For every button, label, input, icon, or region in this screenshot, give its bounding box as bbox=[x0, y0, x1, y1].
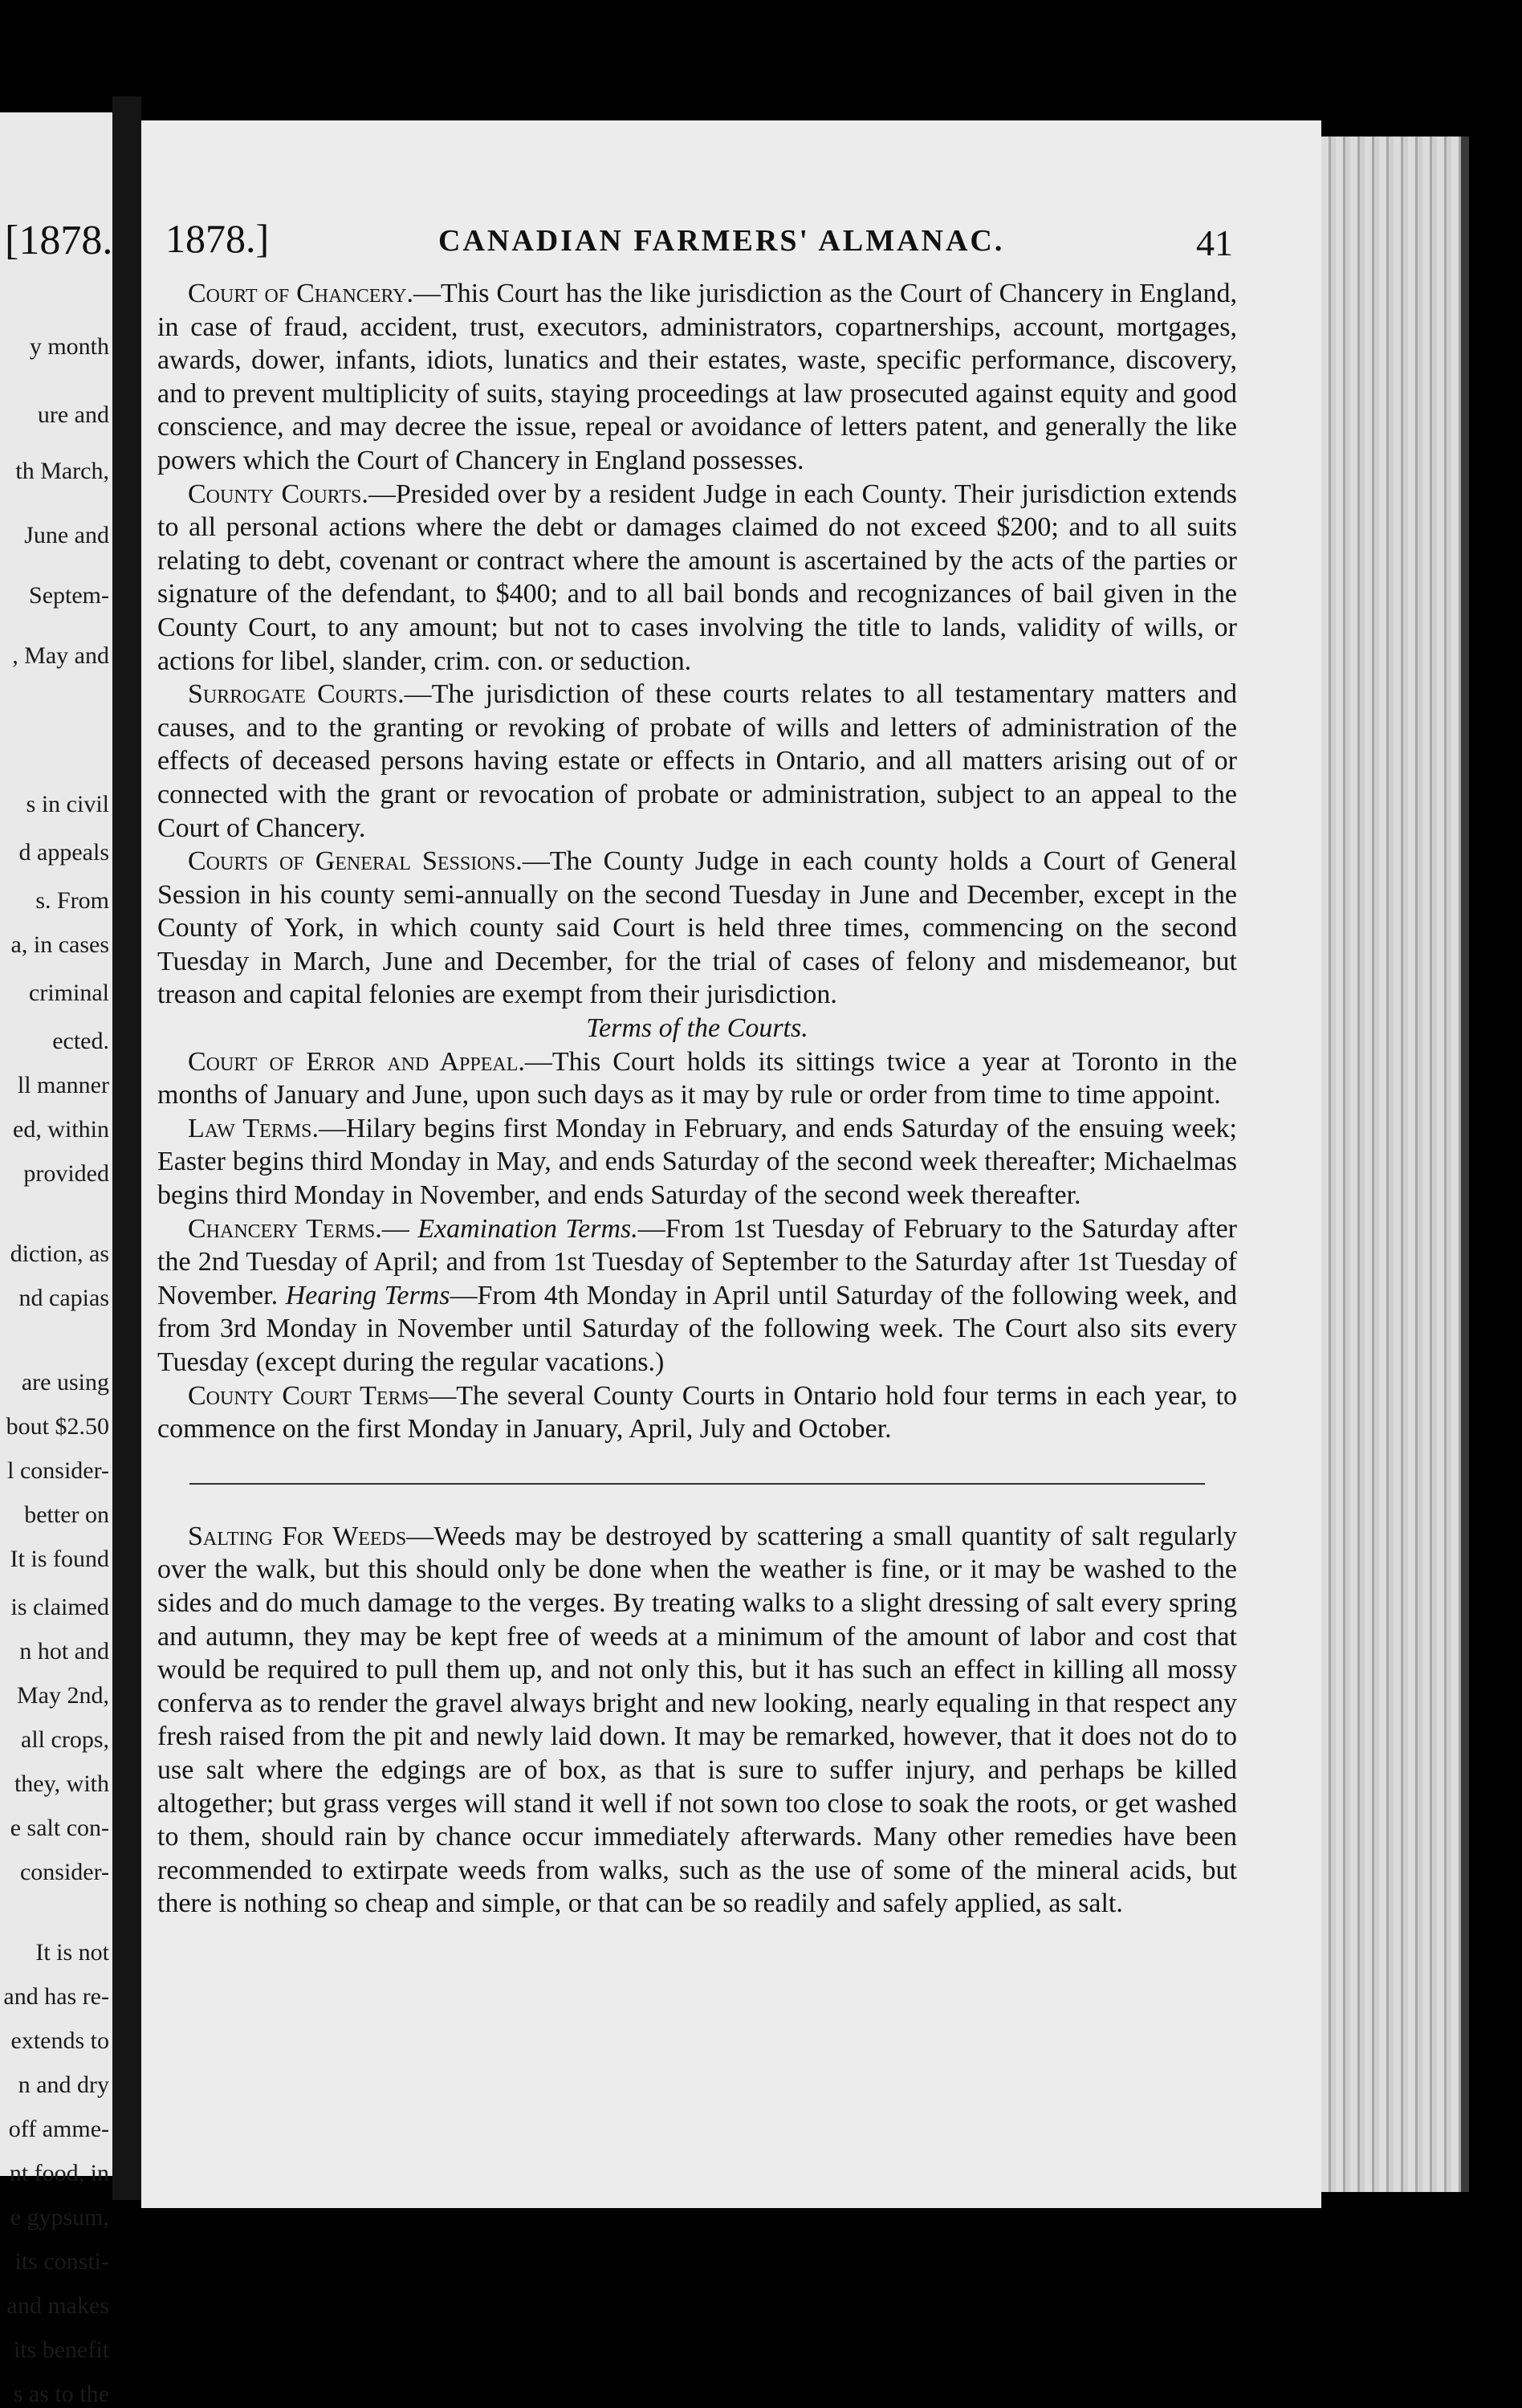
previous-page-line: It is not bbox=[35, 1939, 109, 1966]
paragraph-court-of-chancery bbox=[157, 277, 1237, 478]
running-head bbox=[141, 215, 1321, 279]
heading-county-courts: County Courts. bbox=[188, 479, 368, 509]
text-chancery-terms-b: —From 4th Monday in April until Saturday of the following week, and from 3rd Monday in November until Saturday of the following week. The Court also sits every Tuesday (except during the regular vacations.) bbox=[157, 1280, 1237, 1377]
heading-salting-for-weeds: Salting For Weeds bbox=[188, 1521, 407, 1551]
heading-court-of-chancery: Court of Chancery. bbox=[188, 279, 413, 308]
paragraph-surrogate-courts bbox=[157, 678, 1237, 845]
previous-page-line: a, in cases bbox=[10, 931, 109, 958]
previous-page-line: e salt con- bbox=[10, 1815, 109, 1841]
text-law-terms: —Hilary begins first Monday in February, and ends Saturday of the ensuing week; Easter begins third Monday in May, and ends Saturday of the second week thereafter; Michaelmas begins third Monday in November, and ends Saturday of the second week thereafter. bbox=[157, 1113, 1238, 1211]
heading-county-court-terms: County Court Terms bbox=[188, 1380, 429, 1411]
previous-page-line: s in civil bbox=[26, 791, 109, 817]
previous-page-line: and makes bbox=[6, 2292, 109, 2319]
text-general-sessions: —The County Judge in each county holds a Court of General Session in his county semi-annually on the second Tuesday in June and December, except in the County of York, in which county said Court is held three times, commencing on the second Tuesday in March, June and December, for the trial of cases of felony and misdemeanor, but treason and capital felonies are exempt from their jurisdiction. bbox=[157, 846, 1237, 1010]
text-county-court-terms: —The several County Courts in Ontario hold four terms in each year, to commence on the first Monday in January, April, July and October. bbox=[157, 1380, 1237, 1444]
text-county-courts: —Presided over by a resident Judge in each County. Their jurisdiction extends to all personal actions where the debt or damages claimed do not exceed $200; and to all suits relating to debt, covenant or contract where the amount is ascertained by the acts of the parties or signature of the defendant, to $400; and to all bail bonds and recognizances of bail given in the County Court, to any amount; but not to cases involving the title to lands, validity of wills, or actions for libel, slander, crim. con. or seduction. bbox=[157, 479, 1237, 676]
paragraph-general-sessions bbox=[157, 845, 1237, 1012]
previous-page-line: s as to the bbox=[13, 2381, 109, 2407]
previous-page-line: June and bbox=[24, 522, 109, 548]
page-number: 41 bbox=[1196, 222, 1233, 263]
terms-of-courts-heading: Terms of the Courts. bbox=[586, 1013, 808, 1044]
previous-page-line: off amme- bbox=[8, 2116, 109, 2142]
section-divider bbox=[189, 1483, 1205, 1485]
paragraph-salting-for-weeds bbox=[157, 1520, 1237, 1921]
previous-page-line: n and dry bbox=[18, 2072, 109, 2098]
text-error-and-appeal: —This Court holds its sittings twice a year at Toronto in the months of January and June, upon such days as it may by rule or order from time to time appoint. bbox=[157, 1046, 1237, 1110]
heading-general-sessions: Courts of General Sessions. bbox=[188, 846, 523, 877]
text-chancery-terms-a: —From 1st Tuesday of February to the Saturday after the 2nd Tuesday of April; and from 1st Tuesday of September to the Saturday after 1st Tuesday of November. bbox=[157, 1213, 1237, 1310]
previous-page-line: criminal bbox=[29, 980, 109, 1006]
previous-page-line: nt food, in bbox=[9, 2160, 109, 2186]
heading-chancery-terms: Chancery Terms. bbox=[188, 1213, 382, 1244]
text-surrogate-courts: —The jurisdiction of these courts relates to all testamentary matters and causes, and to the granting or revoking of probate of wills and letters of administration of the effects of deceased persons having estate or effects in Ontario, and all matters arising out of or connected with the grant or revocation of probate or administration, subject to an appeal to the Court of Chancery. bbox=[157, 679, 1237, 843]
previous-page-line: extends to bbox=[10, 2027, 109, 2054]
previous-page-header: [1878. bbox=[5, 218, 113, 263]
page-title: CANADIAN FARMERS' ALMANAC. bbox=[438, 224, 1005, 258]
previous-page-line: is claimed bbox=[10, 1594, 109, 1620]
previous-page-line: consider- bbox=[19, 1859, 109, 1885]
previous-page-line: diction, as bbox=[10, 1241, 109, 1267]
heading-error-and-appeal: Court of Error and Appeal. bbox=[188, 1046, 525, 1077]
previous-page-line: l consider- bbox=[7, 1457, 109, 1484]
previous-page-line: s. From bbox=[35, 887, 109, 914]
paragraph-county-court-terms bbox=[157, 1379, 1237, 1446]
text-salting-for-weeds: —Weeds may be destroyed by scattering a small quantity of salt regularly over the walk, but this should only be done when the weather is fine, or it may be washed to the sides and do much damage to the verges. By treating walks to a slight dressing of salt every spring and autumn, they may be kept free of weeds at a minimum of the amount of labor and cost that would be required to pull them up, and not only this, but it has such an effect in killing all mossy conferva as to render the gravel always bright and new looking, nearly equaling in that respect any fresh raised from the pit and newly laid down. It may be remarked, however, that it does not do to use salt where the edgings are of box, as that is sure to suffer injury, and perhaps be killed altogether; but grass verges will stand it well if not sown too close to soak the roots, or get washed to them, should rain by chance occur immediately afterwards. Many other remedies have been recommended to extirpate weeds from walks, such as the use of some of the mineral acids, but there is nothing so cheap and simple, or that can be so readily and safely applied, as salt. bbox=[157, 1521, 1237, 1919]
previous-page-line: It is found bbox=[10, 1546, 109, 1572]
previous-page-line: ed, within bbox=[13, 1116, 109, 1143]
previous-page-line: th March, bbox=[15, 458, 109, 484]
previous-page-line: , May and bbox=[12, 642, 109, 669]
previous-page-line: bout $2.50 bbox=[6, 1413, 109, 1440]
almanac-page bbox=[141, 120, 1321, 2208]
previous-page-line: May 2nd, bbox=[17, 1682, 109, 1709]
paragraph-law-terms bbox=[157, 1112, 1237, 1212]
label-examination-terms: Examination Terms. bbox=[417, 1213, 638, 1244]
page-body bbox=[157, 277, 1237, 1921]
label-hearing-terms: Hearing Terms bbox=[285, 1280, 450, 1310]
year-header: 1878.] bbox=[165, 216, 270, 261]
previous-page-line: ected. bbox=[52, 1028, 109, 1054]
paragraph-error-and-appeal bbox=[157, 1045, 1237, 1112]
book-gutter bbox=[112, 96, 141, 2200]
text-court-of-chancery: —This Court has the like jurisdiction as the Court of Chancery in England, in case of fraud, accident, trust, executors, administrators, copartnerships, account, mortgages, awards, dower, infants, idiots, lunatics and their estates, waste, specific performance, discovery, and to prevent multiplicity of suits, staying proceedings at law prosecuted against equity and good conscience, and may decree the issue, repeal or avoidance of letters patent, and generally the like powers which the Court of Chancery in England possesses. bbox=[157, 279, 1237, 475]
previous-page-line: provided bbox=[23, 1160, 109, 1187]
paragraph-chancery-terms: Chancery Terms.— Examination Terms.—From 1st Tuesday of February to the Saturday after the 2nd Tuesday of April; and from 1st Tuesday of September to the Saturday after 1st Tuesday of November. Hearing Terms—From 4th Monday in April until Saturday of the following week, and from 3rd Monday in November until Saturday of the following week. The Court also sits every Tuesday (except during the regular vacations.) bbox=[157, 1213, 1237, 1377]
paragraph-county-courts bbox=[157, 478, 1237, 678]
previous-page-line: are using bbox=[21, 1369, 109, 1395]
previous-page-line: Septem- bbox=[29, 582, 109, 609]
page-edges bbox=[1321, 136, 1462, 2192]
edge-shadow bbox=[1461, 136, 1469, 2192]
previous-page-line: its benefit bbox=[13, 2337, 109, 2363]
previous-page-line: its consti- bbox=[14, 2248, 109, 2275]
heading-surrogate-courts: Surrogate Courts. bbox=[188, 679, 405, 710]
previous-page-line: n hot and bbox=[19, 1638, 109, 1664]
previous-page-line: better on bbox=[24, 1501, 109, 1528]
previous-page-fragment bbox=[0, 112, 113, 2407]
previous-page-line: ure and bbox=[37, 401, 109, 428]
previous-page-line: y month bbox=[29, 333, 109, 360]
previous-page-line: and has re- bbox=[3, 1983, 109, 2010]
heading-law-terms: Law Terms. bbox=[188, 1113, 319, 1143]
previous-page-line: all crops, bbox=[21, 1726, 109, 1753]
previous-page-line: ll manner bbox=[17, 1072, 109, 1098]
previous-page-line: e gypsum, bbox=[10, 2204, 109, 2231]
previous-page-line: they, with bbox=[14, 1770, 109, 1797]
previous-page-line: nd capias bbox=[18, 1285, 109, 1311]
previous-page-line: d appeals bbox=[18, 839, 109, 866]
